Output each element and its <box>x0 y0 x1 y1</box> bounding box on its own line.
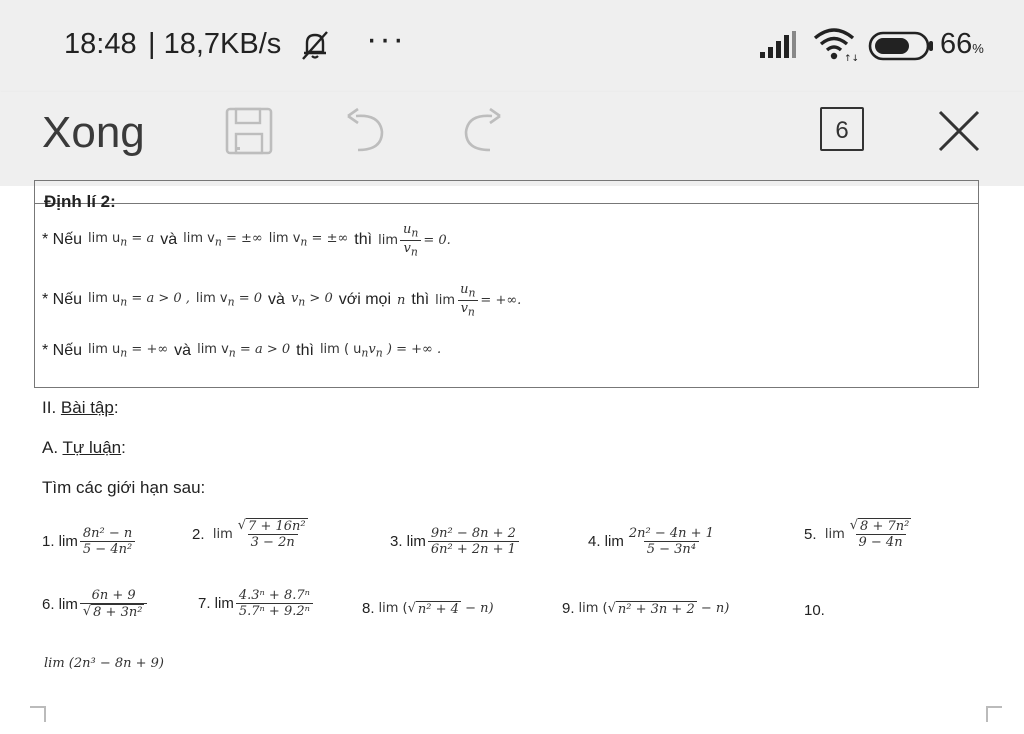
theorem-divider <box>35 203 978 204</box>
theorem-rule-3 <box>42 342 441 360</box>
page-count-button[interactable]: 6 <box>820 107 864 151</box>
theorem-rule-2 <box>42 282 521 318</box>
rule-3-and: và <box>174 342 192 359</box>
page-corner-mark <box>986 706 1002 722</box>
rule-1-result: lim $\frac{u_n}{v_n}$ = 0. <box>378 222 451 259</box>
problem-1: 1. lim $\frac{\text{8n² − n}}{\text{5 − 4n²}}$ <box>42 526 137 557</box>
signal-icon <box>758 30 800 65</box>
rule-1-then: thì <box>354 231 373 249</box>
done-button[interactable]: Xong <box>42 108 145 157</box>
problem-10: 10. <box>804 602 825 619</box>
rule-1-cond-a: $\lim u_n = a$ <box>88 231 155 249</box>
rule-2-n: n <box>397 292 406 308</box>
rule-2-prefix: * Nếu <box>42 291 83 309</box>
rule-3-cond-b: $\lim v_n = a > 0$ <box>197 342 291 360</box>
rule-1-cond-c: $\lim v_n$ = ±∞ <box>268 231 349 249</box>
problem-9: 9. lim ( √ n² + 3n + 2 − n) <box>562 600 730 617</box>
close-icon[interactable] <box>936 108 982 159</box>
rule-3-result: lim ( $u_nv_n$ ) = +∞ . <box>319 342 442 360</box>
problem-6: 6. lim 6n + 9 √ 8 + 3n² <box>42 588 149 620</box>
rule-2-then: thì <box>411 291 430 309</box>
rule-2-and: và <box>268 291 285 309</box>
rule-2-result: lim $\frac{u_n}{v_n}$ = +∞. <box>435 282 522 319</box>
svg-text:↑↓: ↑↓ <box>844 54 860 64</box>
problem-5: 5. lim √ 8 + 7n² 9 − 4n <box>804 518 910 550</box>
wifi-icon <box>812 26 860 67</box>
theorem-heading: Định lí 2: <box>44 192 116 211</box>
problem-7: 7. lim $\frac{\text{4.3ⁿ + 8.7ⁿ}}{\text{5.7ⁿ + 9.2ⁿ}}$ <box>198 588 315 619</box>
redo-icon[interactable] <box>460 108 504 161</box>
clock: 18:48 <box>64 28 137 60</box>
problem-4: 4. lim $\frac{\text{2n² − 4n + 1}}{\text{5 − 3n⁴}}$ <box>588 526 714 557</box>
rule-2-forall: với mọi <box>338 291 391 309</box>
rule-1-cond-b: $\lim v_n$ = ±∞ <box>183 231 263 249</box>
rule-2-cond-b: $\lim v_n = 0$ <box>195 291 263 309</box>
rule-2-cond-c: $v_n > 0$ <box>290 291 333 309</box>
subsection-heading: A. Tự luận: <box>42 438 126 457</box>
battery-percent: 66% <box>940 28 984 60</box>
rule-3-then: thì <box>296 342 314 359</box>
rule-3-prefix: * Nếu <box>42 342 83 359</box>
undo-icon[interactable] <box>344 108 388 161</box>
problem-3: 3. lim $\frac{\text{9n² − 8n + 2}}{\text{6n² + 2n + 1}}$ <box>390 526 521 557</box>
rule-1-prefix: * Nếu <box>42 231 83 249</box>
save-icon[interactable] <box>224 106 274 161</box>
problem-2: 2. lim √ 7 + 16n² 3 − 2n <box>192 518 306 550</box>
page-corner-mark <box>30 706 46 722</box>
more-notifications-icon: ··· <box>366 20 406 58</box>
instruction-text: Tìm các giới hạn sau: <box>42 478 206 497</box>
bell-off-icon <box>298 28 332 67</box>
rule-2-cond-a: $\lim u_n = a > 0$ , <box>88 291 190 309</box>
status-bar <box>0 0 1024 92</box>
editor-toolbar <box>0 92 1024 186</box>
rule-1-and: và <box>160 231 178 249</box>
problem-8: 8. lim ( √ n² + 4 − n) <box>362 600 494 617</box>
battery-icon <box>868 31 934 66</box>
rule-3-cond-a: $\lim u_n$ = +∞ <box>88 342 169 360</box>
section-heading: II. Bài tập: <box>42 398 119 417</box>
theorem-rule-1 <box>42 222 451 258</box>
problem-10-expr: lim (2n³ − 8n + 9) <box>44 656 165 671</box>
network-speed: | 18,7KB/s <box>148 28 282 60</box>
document-page <box>0 186 1024 734</box>
